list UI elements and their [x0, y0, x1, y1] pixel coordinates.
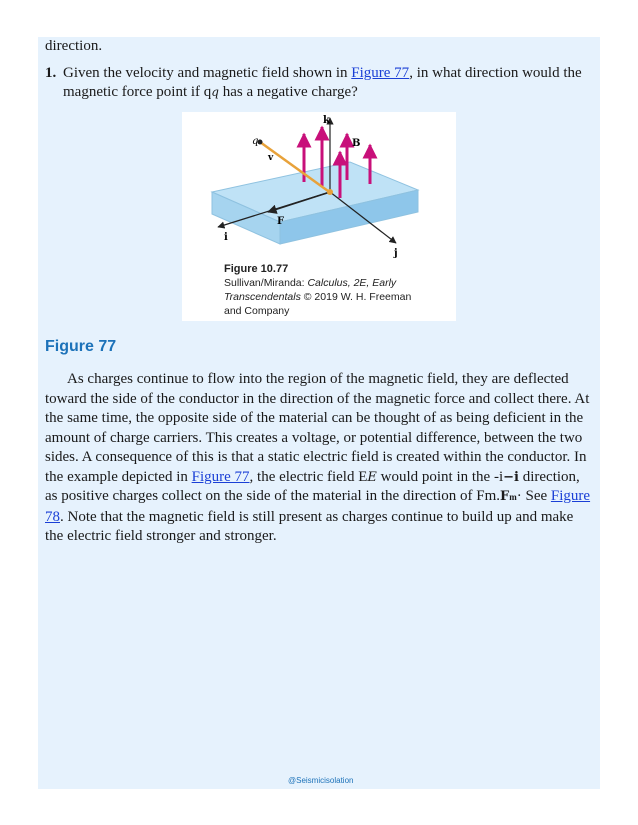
label-v: v	[268, 153, 274, 163]
E-variable: E	[367, 469, 377, 485]
paragraph-text: would point in the -i	[376, 468, 504, 485]
figure-caption-line1	[224, 277, 397, 289]
caption-text: Transcendentals	[224, 291, 301, 303]
minus-i-variable: −i	[503, 469, 519, 485]
question-1	[45, 64, 590, 102]
paragraph-text: , the electric field E	[249, 468, 368, 485]
label-B: B	[352, 138, 361, 149]
paragraph-text: direction, as positive charges collect on the side of the material in the direction of Fm.	[45, 468, 580, 504]
label-k: k	[323, 115, 330, 126]
question-text	[63, 64, 590, 102]
origin-dot	[327, 189, 333, 195]
watermark: @Seismicisolation	[288, 776, 354, 785]
question-text-part: , in what direction would the magnetic force point if q	[63, 65, 582, 100]
question-text-part: has a negative charge?	[218, 84, 358, 100]
label-F: F	[277, 216, 285, 227]
paragraph-text: . Note that the magnetic field is still present as charges continue to build up and make the electric field stronger and stronger.	[45, 508, 574, 544]
lead-text: direction.	[45, 38, 103, 54]
figure-caption-line2	[224, 291, 411, 303]
paragraph-text: As charges continue to flow into the region of the magnetic field, they are deflected toward the side of the conductor in the direction of the magnetic force and collect there. At the same time, the opposite side of the material can be thought of as being deficient in the amount of charge carriers. This creates a voltage, or potential difference, between the two sides. A consequence of this is that a static electric field is created within the conductor. In the example depicted in	[45, 371, 590, 485]
figure-caption-line3: and Company	[224, 305, 290, 317]
figure-caption-title: Figure 10.77	[224, 263, 289, 275]
question-text-part: Given the velocity and magnetic field shown in	[63, 65, 352, 81]
q-variable: q	[211, 85, 219, 99]
figure-caption: Figure 77	[45, 338, 117, 355]
label-j: j	[394, 248, 398, 259]
magnetic-force-diagram	[182, 112, 456, 321]
figure-image	[182, 112, 456, 321]
caption-text: Sullivan/Miranda:	[224, 277, 308, 289]
figure-77-link[interactable]: Figure 77	[351, 65, 410, 81]
body-paragraph	[45, 370, 593, 547]
figure-77-link-2[interactable]: Figure 77	[191, 468, 250, 485]
F-variable: F	[500, 489, 510, 504]
figure-78-link[interactable]: Figure 78	[45, 488, 591, 525]
m-subscript: m	[509, 492, 517, 502]
caption-text: Calculus, 2E, Early	[307, 277, 397, 289]
label-q: q	[252, 136, 259, 147]
caption-text: © 2019 W. H. Freeman	[300, 291, 412, 303]
paragraph-text: · See	[516, 488, 551, 504]
label-i: i	[224, 232, 228, 243]
question-number: 1.	[45, 65, 57, 81]
